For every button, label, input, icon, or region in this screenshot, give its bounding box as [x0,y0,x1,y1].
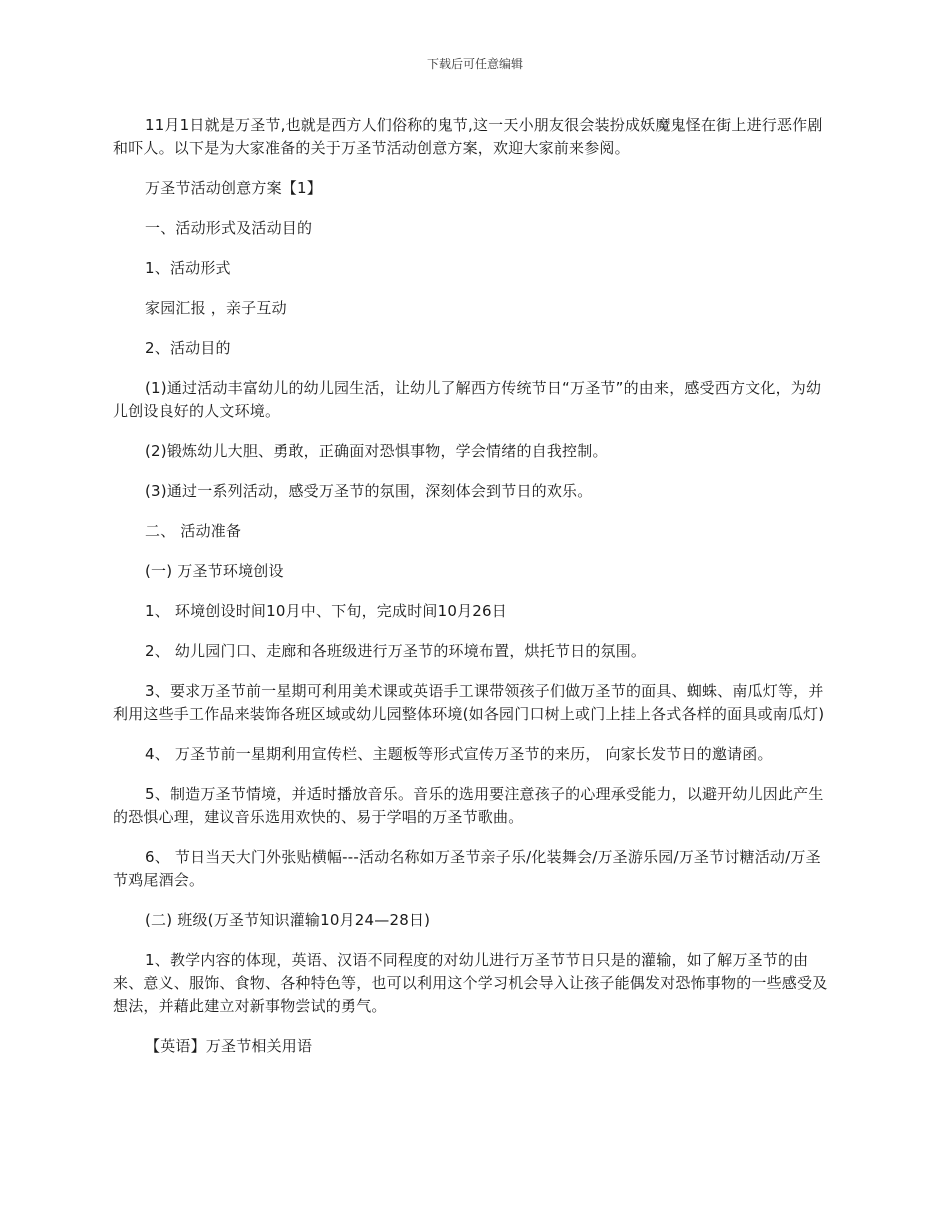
intro-paragraph: 11月1日就是万圣节,也就是西方人们俗称的鬼节,这一天小朋友很会装扮成妖魔鬼怪在街上进行恶作剧和吓人。以下是为大家准备的关于万圣节活动创意方案，欢迎大家前来参阅。 [113,116,823,157]
environment-item-6: 6、 节日当天大门外张贴横幅---活动名称如万圣节亲子乐/化装舞会/万圣游乐园/万圣节讨糖活动/万圣节鸡尾酒会。 [113,848,821,889]
heading-activity-preparation: 二、 活动准备 [145,522,242,540]
environment-item-4: 4、 万圣节前一星期利用宣传栏、主题板等形式宣传万圣节的来历， 向家长发节日的邀请函。 [145,745,773,763]
environment-item-2: 2、 幼儿园门口、走廊和各班级进行万圣节的环境布置，烘托节日的氛围。 [145,642,647,660]
environment-item-5: 5、制造万圣节情境，并适时播放音乐。音乐的选用要注意孩子的心理承受能力，以避开幼儿因此产生的恐惧心理，建议音乐选用欢快的、易于学唱的万圣节歌曲。 [113,785,824,826]
section-title: 万圣节活动创意方案【1】 [145,179,322,197]
activity-form-text: 家园汇报 ，亲子互动 [145,299,287,317]
english-terms-heading: 【英语】万圣节相关用语 [145,1037,313,1055]
subheading-activity-form: 1、活动形式 [145,259,231,277]
environment-item-1: 1、 环境创设时间10月中、下旬，完成时间10月26日 [145,602,507,620]
subheading-environment: (一) 万圣节环境创设 [145,562,284,580]
subheading-activity-purpose: 2、活动目的 [145,339,231,357]
document-body [113,114,835,1075]
heading-activity-form-purpose: 一、活动形式及活动目的 [145,219,313,237]
purpose-item-3: (3)通过一系列活动，感受万圣节的氛围，深刻体会到节日的欢乐。 [145,482,593,500]
subheading-class: (二) 班级(万圣节知识灌输10月24—28日) [145,911,431,929]
purpose-item-1: (1)通过活动丰富幼儿的幼儿园生活，让幼儿了解西方传统节日“万圣节”的由来，感受西方文化，为幼儿创设良好的人文环境。 [113,379,822,420]
page-header: 下载后可任意编辑 [426,57,523,71]
environment-item-3: 3、要求万圣节前一星期可利用美术课或英语手工课带领孩子们做万圣节的面具、蜘蛛、南瓜灯等，并利用这些手工作品来装饰各班区域或幼儿园整体环境(如各园门口树上或门上挂上各式各样的面具或南瓜灯) [113,682,825,723]
purpose-item-2: (2)锻炼幼儿大胆、勇敢，正确面对恐惧事物，学会情绪的自我控制。 [145,442,608,460]
class-item-1: 1、教学内容的体现，英语、汉语不同程度的对幼儿进行万圣节节日只是的灌输，如了解万圣节的由来、意义、服饰、食物、各种特色等，也可以利用这个学习机会导入让孩子能偶发对恐怖事物的一些感受及想法，并藉此建立对新事物尝试的勇气。 [113,951,828,1015]
